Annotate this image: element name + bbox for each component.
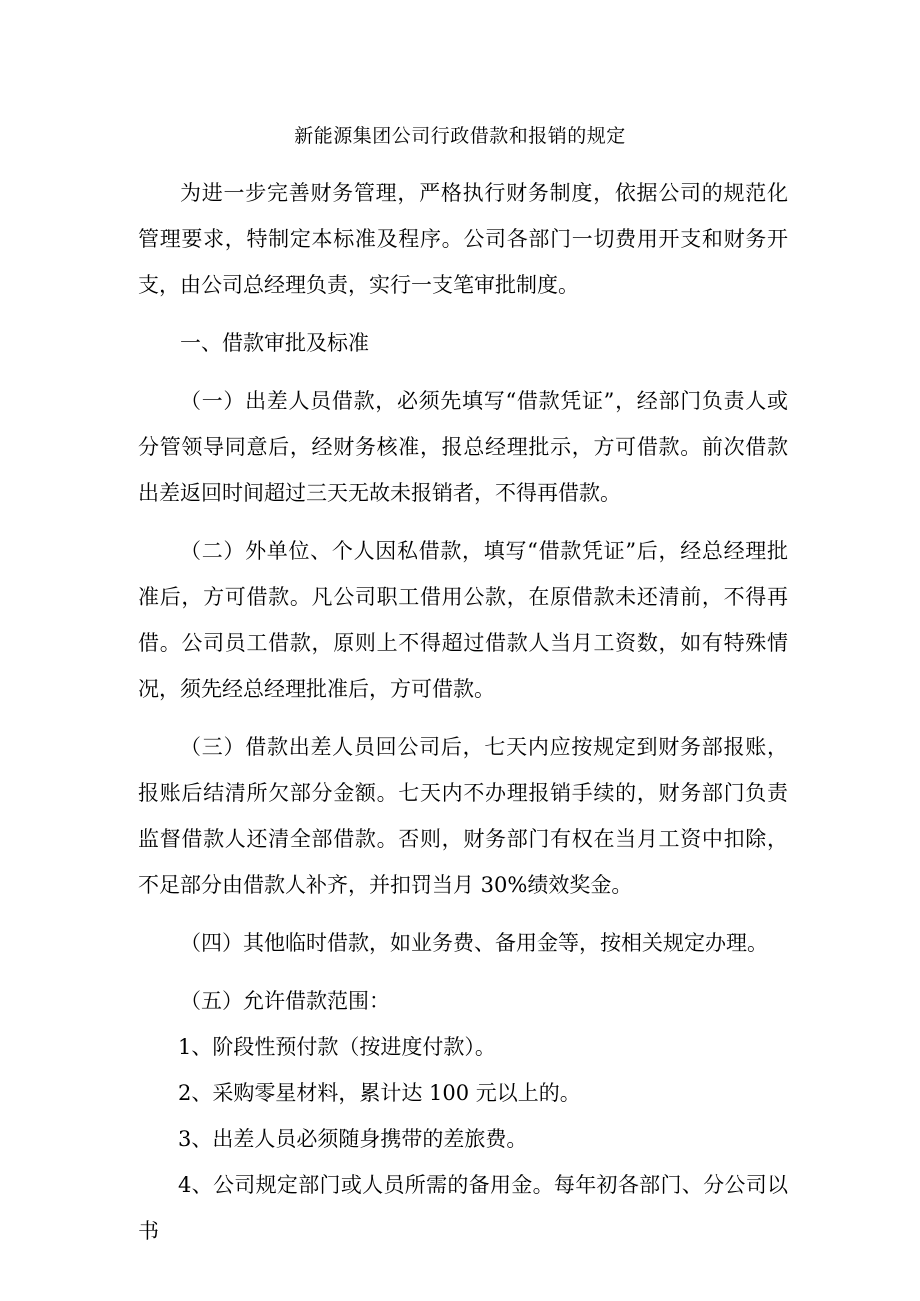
intro-paragraph: 为进一步完善财务管理，严格执行财务制度，依据公司的规范化管理要求，特制定本标准及程序。公司各部门一切费用开支和财务开支，由公司总经理负责，实行一支笔审批制度。 [138,181,788,297]
clause-1-paragraph: （一）出差人员借款，必须先填写“借款凭证”，经部门负责人或分管领导同意后，经财务核准，报总经理批示，方可借款。前次借款出差返回时间超过三天无故未报销者，不得再借款。 [138,389,788,505]
section-heading: 一、借款审批及标准 [180,331,369,355]
clause-5-paragraph: （五）允许借款范围： [180,989,390,1013]
document-title: 新能源集团公司行政借款和报销的规定 [294,125,626,147]
list-item: 2、采购零星材料，累计达 100 元以上的。 [178,1081,581,1105]
list-item: 3、出差人员必须随身携带的差旅费。 [178,1127,528,1151]
list-item: 4、公司规定部门或人员所需的备用金。每年初各部门、分公司以书 [138,1173,788,1243]
list-item: 1、阶段性预付款（按进度付款）。 [178,1035,496,1059]
document-body [138,170,788,1254]
clause-4-paragraph: （四）其他临时借款，如业务费、备用金等，按相关规定办理。 [180,931,768,955]
clause-2-paragraph: （二）外单位、个人因私借款，填写“借款凭证”后，经总经理批准后，方可借款。凡公司职工借用公款，在原借款未还清前，不得再借。公司员工借款，原则上不得超过借款人当月工资数，如有特殊情况，须先经总经理批准后，方可借款。 [138,539,788,701]
clause-3-paragraph: （三）借款出差人员回公司后，七天内应按规定到财务部报账，报账后结清所欠部分金额。七天内不办理报销手续的，财务部门负责监督借款人还清全部借款。否则，财务部门有权在当月工资中扣除，不足部分由借款人补齐，并扣罚当月 30%绩效奖金。 [138,735,788,897]
